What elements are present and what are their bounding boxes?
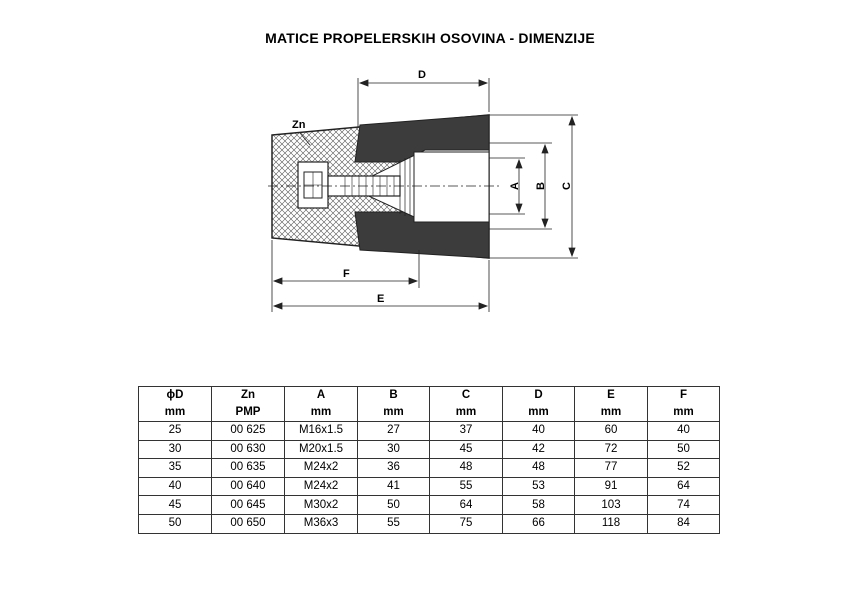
table-cell: 74: [648, 496, 720, 515]
table-cell: 118: [575, 514, 648, 533]
label-e: E: [377, 293, 385, 305]
col-header: D: [503, 387, 575, 405]
col-header: Zn: [212, 387, 285, 405]
table-cell: 60: [575, 422, 648, 441]
table-cell: 48: [503, 459, 575, 478]
col-unit: mm: [575, 404, 648, 422]
table-cell: 55: [358, 514, 430, 533]
col-header: F: [648, 387, 720, 405]
table-cell: 00 645: [212, 496, 285, 515]
table-cell: M16x1.5: [285, 422, 358, 441]
page-title: MATICE PROPELERSKIH OSOVINA - DIMENZIJE: [265, 30, 595, 46]
table-cell: 77: [575, 459, 648, 478]
table-cell: 50: [648, 440, 720, 459]
table-cell: 27: [358, 422, 430, 441]
table-cell: 91: [575, 477, 648, 496]
table-cell: 103: [575, 496, 648, 515]
table-cell: 35: [139, 459, 212, 478]
table-header-row: [139, 387, 720, 405]
table-cell: 66: [503, 514, 575, 533]
table-row: [139, 440, 720, 459]
table-cell: 36: [358, 459, 430, 478]
table-cell: 41: [358, 477, 430, 496]
table-cell: 64: [648, 477, 720, 496]
table-cell: 42: [503, 440, 575, 459]
nut-technical-drawing: [255, 60, 595, 320]
table-cell: M24x2: [285, 459, 358, 478]
table-row: [139, 514, 720, 533]
table-cell: 00 635: [212, 459, 285, 478]
col-unit: mm: [503, 404, 575, 422]
table-cell: 53: [503, 477, 575, 496]
table-cell: 30: [139, 440, 212, 459]
label-c: C: [561, 182, 573, 190]
table-cell: 55: [430, 477, 503, 496]
col-unit: mm: [285, 404, 358, 422]
col-header: A: [285, 387, 358, 405]
table-cell: M20x1.5: [285, 440, 358, 459]
col-header: E: [575, 387, 648, 405]
table-cell: 40: [648, 422, 720, 441]
dimensions-table: [138, 386, 720, 534]
table-cell: 84: [648, 514, 720, 533]
table-cell: 48: [430, 459, 503, 478]
label-b: B: [535, 182, 547, 190]
table-cell: 00 625: [212, 422, 285, 441]
col-header: C: [430, 387, 503, 405]
label-a: A: [509, 182, 521, 190]
col-header: ϕD: [139, 387, 212, 405]
table-cell: 45: [430, 440, 503, 459]
label-zn: Zn: [292, 119, 306, 131]
table-row: [139, 422, 720, 441]
col-header: B: [358, 387, 430, 405]
table-cell: 25: [139, 422, 212, 441]
label-f: F: [343, 268, 350, 280]
table-cell: 40: [503, 422, 575, 441]
table-cell: 75: [430, 514, 503, 533]
table-cell: 45: [139, 496, 212, 515]
table-cell: 72: [575, 440, 648, 459]
col-unit: mm: [358, 404, 430, 422]
table-cell: M36x3: [285, 514, 358, 533]
table-cell: 00 630: [212, 440, 285, 459]
table-cell: 52: [648, 459, 720, 478]
table-cell: 00 640: [212, 477, 285, 496]
table-cell: 64: [430, 496, 503, 515]
table-cell: 40: [139, 477, 212, 496]
col-unit: PMP: [212, 404, 285, 422]
table-cell: 37: [430, 422, 503, 441]
table-row: [139, 477, 720, 496]
table-cell: M24x2: [285, 477, 358, 496]
table-cell: 50: [139, 514, 212, 533]
table-row: [139, 496, 720, 515]
table-cell: M30x2: [285, 496, 358, 515]
col-unit: mm: [139, 404, 212, 422]
label-d: D: [418, 69, 426, 81]
table-cell: 58: [503, 496, 575, 515]
table-unit-row: [139, 404, 720, 422]
table-cell: 30: [358, 440, 430, 459]
col-unit: mm: [430, 404, 503, 422]
table-cell: 50: [358, 496, 430, 515]
col-unit: mm: [648, 404, 720, 422]
table-cell: 00 650: [212, 514, 285, 533]
bore-opening: [414, 152, 489, 222]
table-row: [139, 459, 720, 478]
